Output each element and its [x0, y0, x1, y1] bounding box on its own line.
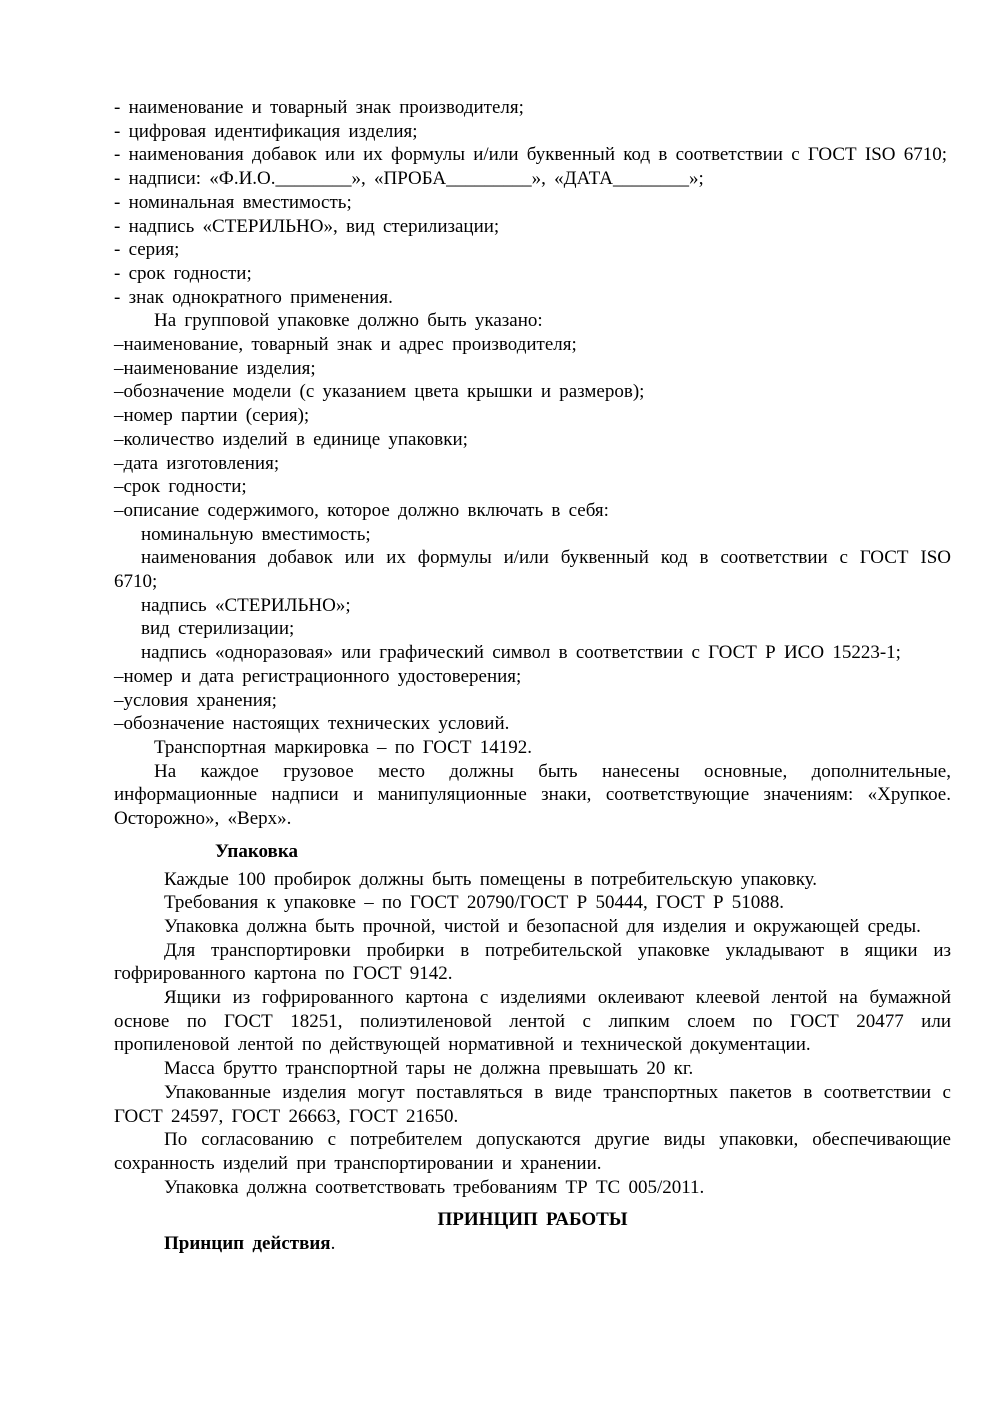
group-packaging-item: –срок годности;: [114, 476, 247, 498]
packaging-paragraph: Упаковка должна быть прочной, чистой и безопасной для изделия и окружающей среды.: [164, 915, 921, 937]
packaging-paragraph: Требования к упаковке – по ГОСТ 20790/ГОСТ Р 50444, ГОСТ Р 51088.: [164, 892, 785, 914]
group-packaging-item: –описание содержимого, которое должно включать в себя:: [114, 499, 609, 521]
content-description-item: надпись «СТЕРИЛЬНО»;: [141, 594, 351, 616]
group-packaging-item: –номер и дата регистрационного удостоверения;: [114, 665, 522, 687]
transport-marking-paragraph: Транспортная маркировка – по ГОСТ 14192.: [154, 736, 532, 758]
marking-list-item: - серия;: [114, 239, 180, 261]
packaging-paragraph: Масса брутто транспортной тары не должна превышать 20 кг.: [164, 1058, 694, 1080]
packaging-heading: Упаковка: [215, 840, 298, 862]
packaging-paragraph: Ящики из гофрированного картона с изделиями оклеивают клеевой лентой на бумажной основе по ГОСТ 18251, полиэтиленовой лентой с липким слоем по ГОСТ 20477 или пропиленовой лентой по действующей нормативной и технической документации.: [114, 987, 951, 1056]
group-packaging-item: –номер партии (серия);: [114, 405, 310, 427]
packaging-paragraph: Упакованные изделия могут поставляться в виде транспортных пакетов в соответствии с ГОСТ 24597, ГОСТ 26663, ГОСТ 21650.: [114, 1081, 951, 1127]
group-packaging-item: –дата изготовления;: [114, 452, 280, 474]
marking-list-item: - надпись «СТЕРИЛЬНО», вид стерилизации;: [114, 215, 500, 237]
marking-list-item: - наименование и товарный знак производителя;: [114, 97, 524, 118]
cargo-marking-paragraph: На каждое грузовое место должны быть нанесены основные, дополнительные, информационные надписи и манипуляционные знаки, соответствующие значениям: «Хрупкое. Осторожно», «Верх».: [114, 760, 951, 830]
document-content: [114, 96, 951, 1256]
group-packaging-item: –наименование изделия;: [114, 357, 316, 379]
marking-list-item: - наименования добавок или их формулы и/или буквенный код в соответствии с ГОСТ ISO 6710;: [114, 144, 948, 166]
marking-list-item: - знак однократного применения.: [114, 286, 393, 308]
content-description-item: номинальную вместимость;: [141, 523, 371, 545]
packaging-paragraph: Каждые 100 пробирок должны быть помещены в потребительскую упаковку.: [164, 868, 818, 890]
content-description-item: вид стерилизации;: [141, 618, 295, 640]
group-packaging-item: –условия хранения;: [114, 689, 277, 711]
principle-heading: ПРИНЦИП РАБОТЫ: [437, 1209, 628, 1231]
principle-lead-text: Принцип действия: [164, 1233, 331, 1255]
group-packaging-intro: На групповой упаковке должно быть указано:: [154, 310, 543, 332]
packaging-paragraph: По согласованию с потребителем допускаются другие виды упаковки, обеспечивающие сохранность изделий при транспортировании и хранении.: [114, 1129, 951, 1174]
packaging-paragraph: Для транспортировки пробирки в потребительской упаковке укладывают в ящики из гофрированного картона по ГОСТ 9142.: [114, 939, 951, 985]
principle-lead-period: .: [330, 1233, 336, 1255]
group-packaging-item: –наименование, товарный знак и адрес производителя;: [114, 334, 577, 356]
group-packaging-item: –обозначение настоящих технических условий.: [114, 713, 510, 735]
principle-lead: [114, 1232, 951, 1256]
marking-list-item: - цифровая идентификация изделия;: [114, 120, 418, 142]
marking-list-item: - надписи: «Ф.И.О.________», «ПРОБА_________», «ДАТА________»;: [114, 168, 704, 190]
group-packaging-item: –обозначение модели (с указанием цвета крышки и размеров);: [114, 381, 645, 403]
marking-list-item: - номинальная вместимость;: [114, 191, 352, 213]
content-description-item: надпись «одноразовая» или графический символ в соответствии с ГОСТ Р ИСО 15223-1;: [141, 642, 901, 664]
packaging-paragraph: Упаковка должна соответствовать требованиям ТР ТС 005/2011.: [164, 1176, 705, 1198]
group-packaging-item: –количество изделий в единице упаковки;: [114, 428, 468, 450]
content-description-item: наименования добавок или их формулы и/или буквенный код в соответствии с ГОСТ ISO 6710;: [114, 547, 951, 593]
marking-list-item: - срок годности;: [114, 262, 252, 284]
